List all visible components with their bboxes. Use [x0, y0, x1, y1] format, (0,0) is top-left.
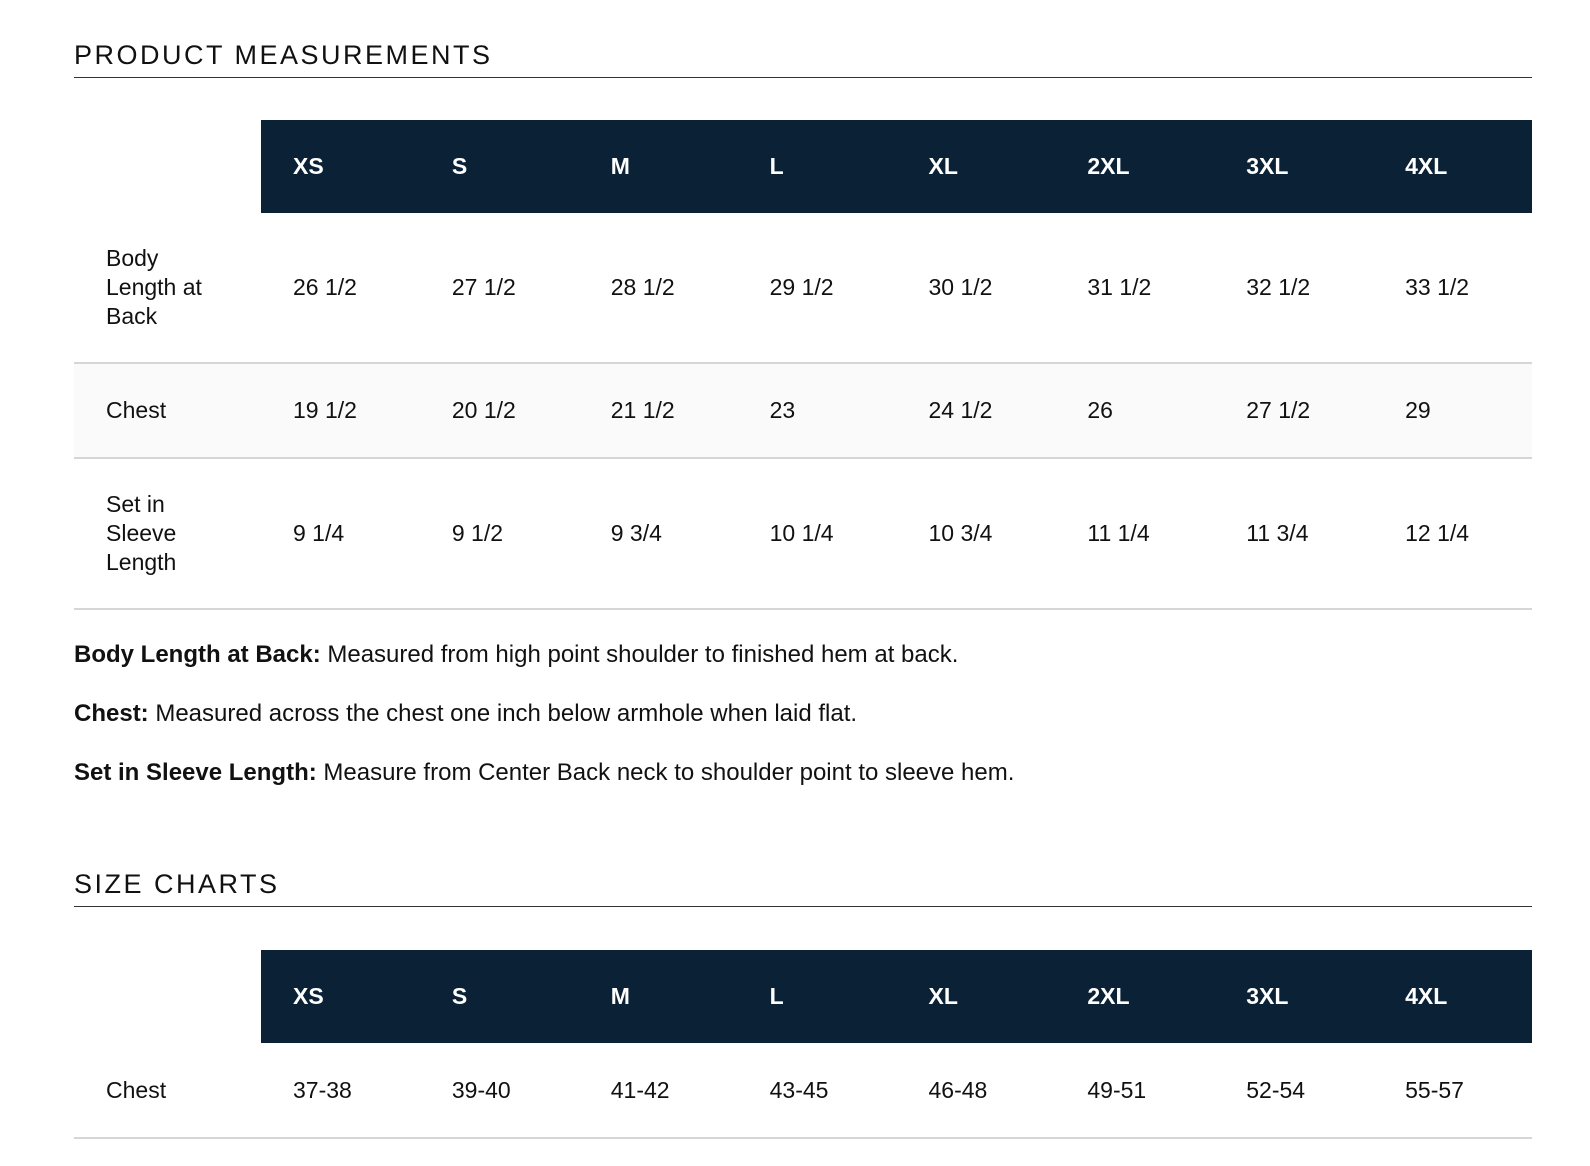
table-cell: 29 1/2: [738, 213, 897, 363]
table-header-row: [74, 120, 1532, 213]
row-label: [74, 213, 261, 363]
table-cell: 9 3/4: [579, 458, 738, 609]
product-measurements-table: [74, 120, 1532, 610]
note-text: Measure from Center Back neck to shoulder point to sleeve hem.: [316, 759, 1015, 786]
table-cell: 33 1/2: [1373, 213, 1532, 363]
size-header: 4XL: [1373, 120, 1532, 213]
table-cell: 26 1/2: [261, 213, 420, 363]
table-cell: 10 1/4: [738, 458, 897, 609]
table-cell: 29: [1373, 363, 1532, 458]
table-cell: 10 3/4: [897, 458, 1056, 609]
table-row: [74, 1043, 1532, 1138]
size-header: XS: [261, 120, 420, 213]
note-term: Chest:: [74, 700, 149, 727]
row-label-text: Set in Sleeve Length: [106, 491, 177, 575]
size-header: 4XL: [1373, 950, 1532, 1043]
table-cell: 43-45: [738, 1043, 897, 1138]
note-text: Measured from high point shoulder to finished hem at back.: [320, 641, 959, 668]
size-header: 3XL: [1214, 950, 1373, 1043]
note-item: [74, 640, 1532, 670]
size-header: 2XL: [1055, 950, 1214, 1043]
table-cell: 20 1/2: [420, 363, 579, 458]
table-cell: 27 1/2: [420, 213, 579, 363]
size-header: M: [579, 120, 738, 213]
table-row: [74, 213, 1532, 363]
table-cell: 55-57: [1373, 1043, 1532, 1138]
product-measurements-title: PRODUCT MEASUREMENTS: [74, 40, 1532, 78]
table-cell: 23: [738, 363, 897, 458]
row-label: [74, 1043, 261, 1138]
row-label-text: Chest: [106, 1076, 167, 1103]
size-header: L: [738, 120, 897, 213]
table-cell: 24 1/2: [897, 363, 1056, 458]
size-header: S: [420, 120, 579, 213]
table-cell: 46-48: [897, 1043, 1056, 1138]
table-cell: 39-40: [420, 1043, 579, 1138]
size-header: 3XL: [1214, 120, 1373, 213]
size-charts-title: SIZE CHARTS: [74, 869, 1532, 907]
header-blank-cell: [74, 950, 261, 1043]
row-label-text: Chest: [106, 397, 167, 423]
note-term: Body Length at Back:: [74, 641, 321, 668]
table-cell: 11 1/4: [1055, 458, 1214, 609]
table-cell: 37-38: [261, 1043, 420, 1138]
table-row: [74, 363, 1532, 458]
row-label-text: Body Length at Back: [106, 245, 202, 329]
size-header: 2XL: [1055, 120, 1214, 213]
table-cell: 21 1/2: [579, 363, 738, 458]
size-header: S: [420, 950, 579, 1043]
size-header: XS: [261, 950, 420, 1043]
measurement-notes: [74, 640, 1532, 817]
table-cell: 9 1/4: [261, 458, 420, 609]
table-cell: 30 1/2: [897, 213, 1056, 363]
table-cell: 41-42: [579, 1043, 738, 1138]
size-header: XL: [897, 120, 1056, 213]
header-blank-cell: [74, 120, 261, 213]
table-cell: 9 1/2: [420, 458, 579, 609]
note-text: Measured across the chest one inch below armhole when laid flat.: [148, 700, 858, 727]
row-label: [74, 363, 261, 458]
size-header: L: [738, 950, 897, 1043]
note-item: [74, 758, 1532, 788]
size-header: XL: [897, 950, 1056, 1043]
table-cell: 49-51: [1055, 1043, 1214, 1138]
table-cell: 32 1/2: [1214, 213, 1373, 363]
table-cell: 27 1/2: [1214, 363, 1373, 458]
note-item: [74, 699, 1532, 729]
note-term: Set in Sleeve Length:: [74, 759, 317, 786]
table-header-row: [74, 950, 1532, 1043]
row-label: [74, 458, 261, 609]
table-cell: 26: [1055, 363, 1214, 458]
table-row: [74, 458, 1532, 609]
size-charts-table: [74, 950, 1532, 1139]
table-cell: 19 1/2: [261, 363, 420, 458]
table-cell: 11 3/4: [1214, 458, 1373, 609]
table-cell: 12 1/4: [1373, 458, 1532, 609]
table-cell: 52-54: [1214, 1043, 1373, 1138]
size-header: M: [579, 950, 738, 1043]
table-cell: 28 1/2: [579, 213, 738, 363]
table-cell: 31 1/2: [1055, 213, 1214, 363]
